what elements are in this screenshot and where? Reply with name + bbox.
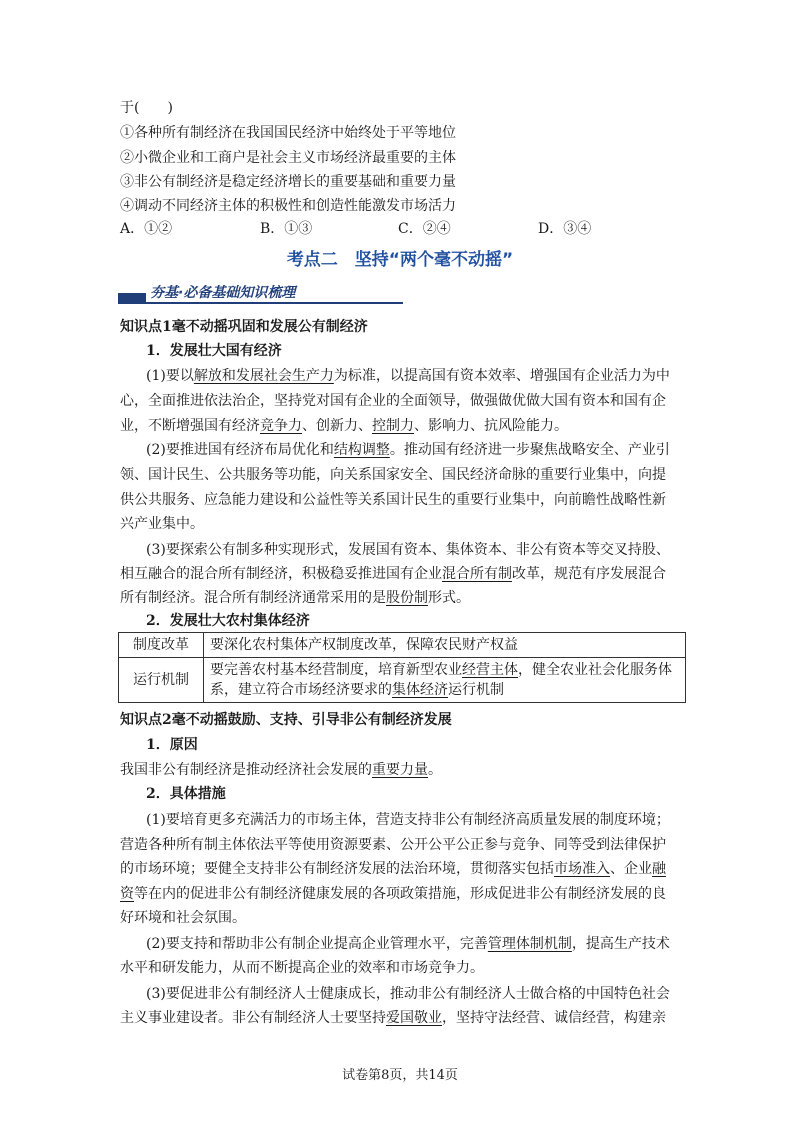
underlined-term: 集体经济 — [392, 682, 448, 698]
underlined-term: 解放和发展社会生产力 — [193, 368, 334, 384]
question-item-3: ③非公有制经济是稳定经济增长的重要基础和重要力量 — [120, 174, 456, 190]
banner-underline — [118, 302, 403, 304]
table-cell-value: 要完善农村基本经营制度，培育新型农业经营主体，健全农业社会化服务体 系，建立符合市场经济要求的集体经济运行机制 — [204, 658, 686, 703]
question-item-1: ①各种所有制经济在我国国民经济中始终处于平等地位 — [120, 125, 456, 141]
underlined-term: 资 — [120, 886, 134, 902]
option-a: A．①② — [120, 221, 173, 237]
k2-reason: 我国非公有制经济是推动经济社会发展的重要力量。 — [120, 762, 442, 778]
k1-p2-line3: 供公共服务、应急能力建设和公益性等关系国计民生的重要行业集中，向前瞻性战略性新 — [120, 492, 666, 508]
section-heading: 考点二 坚持“两个毫不动摇” — [286, 250, 514, 270]
collective-economy-table — [118, 632, 686, 703]
k1-p3-line1: (3)要探索公有制多种实现形式，发展国有资本、集体资本、非公有资本等交叉持股、 — [146, 542, 670, 558]
k2-m2-line1: (2)要支持和帮助非公有制企业提高企业管理水平，完善管理体制机制，提高生产技术 — [146, 936, 670, 952]
k1-p1-line3: 业，不断增强国有经济竞争力、创新力、控制力、影响力、抗风险能力。 — [120, 418, 568, 434]
k1-p1-line1: (1)要以解放和发展社会生产力为标准，以提高国有资本效率、增强国有企业活力为中 — [146, 368, 670, 384]
section-banner — [118, 282, 403, 304]
table-cell-key: 运行机制 — [119, 658, 204, 703]
banner-text: 夯基·必备基础知识梳理 — [150, 285, 296, 301]
k2-m1-line4: 资等在内的促进非公有制经济健康发展的各项政策措施，形成促进非公有制经济发展的良 — [120, 886, 666, 902]
k1-p2-line4: 兴产业集中。 — [120, 516, 204, 532]
k1-subtitle-1: 1．发展壮大国有经济 — [146, 343, 282, 359]
k2-m1-line2: 营造各种所有制主体依法平等使用资源要素、公开公平公正参与竞争、同等受到法律保护 — [120, 837, 666, 853]
table-row — [119, 658, 686, 703]
table-cell-key: 制度改革 — [119, 633, 204, 658]
k2-m1-line1: (1)要培育更多充满活力的市场主体，营造支持非公有制经济高质量发展的制度环境； — [146, 812, 670, 828]
k2-subtitle-2: 2．具体措施 — [146, 786, 226, 802]
option-c: C．②④ — [398, 221, 451, 237]
k1-p3-line2: 相互融合的混合所有制经济，积极稳妥推进国有企业混合所有制改革，规范有序发展混合 — [120, 566, 666, 582]
banner-bar — [118, 293, 146, 302]
k2-subtitle-1: 1．原因 — [146, 737, 198, 753]
underlined-term: 融 — [652, 861, 666, 877]
k2-title: 知识点2毫不动摇鼓励、支持、引导非公有制经济发展 — [120, 712, 452, 728]
k1-p2-line1: (2)要推进国有经济布局优化和结构调整。推动国有经济进一步聚焦战略安全、产业引 — [146, 442, 670, 458]
question-item-4: ④调动不同经济主体的积极性和创造性能激发市场活力 — [120, 198, 456, 214]
k2-m3-line2: 主义事业建设者。非公有制经济人士要坚持爱国敬业，坚持守法经营、诚信经营，构建亲 — [120, 1010, 666, 1026]
k1-p1-line2: 心，全面推进依法治企，坚持党对国有企业的全面领导，做强做优做大国有资本和国有企 — [120, 393, 666, 409]
k1-p3-line3: 所有制经济。混合所有制经济通常采用的是股份制形式。 — [120, 590, 470, 606]
k1-subtitle-2: 2．发展壮大农村集体经济 — [146, 613, 310, 629]
k2-m1-line3: 的市场环境；要健全支持非公有制经济发展的法治环境，贯彻落实包括市场准入、企业融 — [120, 861, 666, 877]
question-stem-end: 于( ) — [120, 100, 173, 116]
k1-title: 知识点1毫不动摇巩固和发展公有制经济 — [120, 319, 368, 335]
underlined-term: 竞争力 — [260, 418, 302, 434]
table-cell-value: 要深化农村集体产权制度改革，保障农民财产权益 — [204, 633, 686, 658]
option-b: B．①③ — [260, 221, 313, 237]
underlined-term: 控制力 — [372, 418, 414, 434]
k1-p2-line2: 领、国计民生、公共服务等功能，向关系国家安全、国民经济命脉的重要行业集中，向提 — [120, 467, 666, 483]
underlined-term: 爱国敬业 — [386, 1010, 442, 1026]
underlined-term: 管理体制机制 — [487, 936, 572, 952]
k2-m2-line2: 水平和研发能力，从而不断提高企业的效率和市场竞争力。 — [120, 960, 484, 976]
underlined-term: 混合所有制 — [442, 566, 512, 582]
table-row — [119, 633, 686, 658]
underlined-term: 结构调整 — [333, 442, 390, 458]
page-footer: 试卷第8页，共14页 — [342, 1068, 458, 1083]
option-d: D．③④ — [538, 221, 592, 237]
underlined-term: 股份制 — [386, 590, 428, 606]
k2-m3-line1: (3)要促进非公有制经济人士健康成长，推动非公有制经济人士做合格的中国特色社会 — [146, 986, 670, 1002]
underlined-term: 重要力量 — [372, 762, 428, 778]
question-item-2: ②小微企业和工商户是社会主义市场经济最重要的主体 — [120, 150, 456, 166]
k2-m1-line5: 好环境和社会氛围。 — [120, 910, 246, 926]
underlined-term: 经营主体 — [462, 662, 518, 678]
underlined-term: 市场准入 — [554, 861, 610, 877]
